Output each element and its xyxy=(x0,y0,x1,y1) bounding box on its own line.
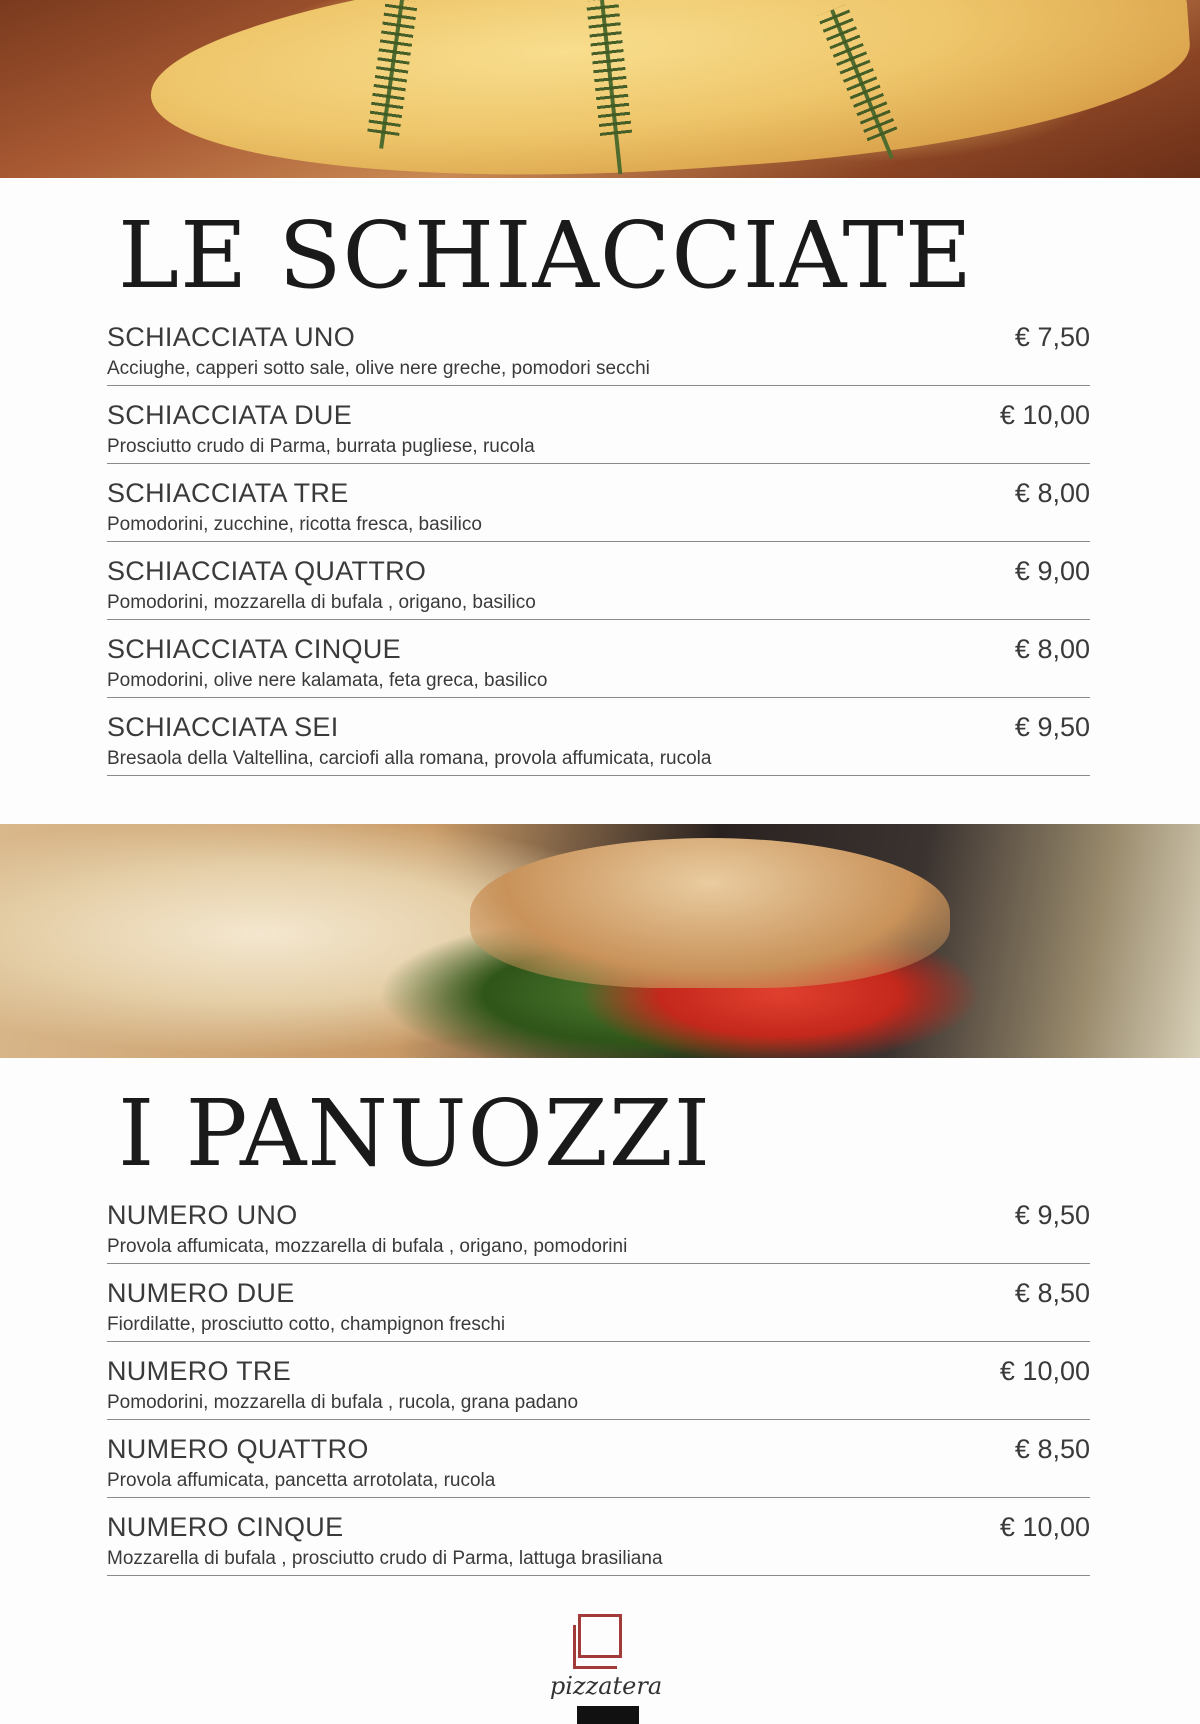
menu-item xyxy=(107,308,1090,386)
item-name: SCHIACCIATA DUE xyxy=(107,400,353,430)
item-description: Provola affumicata, pancetta arrotolata, rucola xyxy=(107,1470,496,1491)
item-name: NUMERO DUE xyxy=(107,1278,295,1308)
menu-item xyxy=(107,464,1090,542)
menu-list-panuozzi xyxy=(107,1186,1090,1576)
menu-item xyxy=(107,1186,1090,1264)
panuozzo-bread xyxy=(470,838,950,988)
section-title-panuozzi: I PANUOZZI xyxy=(118,1080,712,1187)
item-name: SCHIACCIATA CINQUE xyxy=(107,634,401,664)
item-description: Provola affumicata, mozzarella di bufala , origano, pomodorini xyxy=(107,1236,628,1257)
menu-item xyxy=(107,542,1090,620)
item-name: SCHIACCIATA UNO xyxy=(107,322,356,352)
item-description: Pomodorini, zucchine, ricotta fresca, basilico xyxy=(107,514,482,535)
restaurant-logo xyxy=(536,1606,676,1724)
item-description: Pomodorini, olive nere kalamata, feta greca, basilico xyxy=(107,670,548,691)
rosemary-sprig xyxy=(379,0,404,149)
item-name: SCHIACCIATA TRE xyxy=(107,478,349,508)
item-price: € 8,50 xyxy=(1014,1278,1090,1308)
item-name: SCHIACCIATA QUATTRO xyxy=(107,556,427,586)
item-name: NUMERO UNO xyxy=(107,1200,298,1230)
section-photo-panuozzo xyxy=(0,824,1200,1058)
menu-list-schiacciate xyxy=(107,308,1090,776)
item-description: Pomodorini, mozzarella di bufala , origano, basilico xyxy=(107,592,536,613)
menu-item xyxy=(107,620,1090,698)
logo-frame-icon xyxy=(578,1614,622,1658)
menu-item xyxy=(107,1264,1090,1342)
menu-item xyxy=(107,698,1090,776)
menu-item xyxy=(107,1498,1090,1576)
item-price: € 10,00 xyxy=(999,1356,1090,1386)
item-name: SCHIACCIATA SEI xyxy=(107,712,339,742)
item-price: € 8,00 xyxy=(1014,634,1090,664)
item-price: € 9,50 xyxy=(1014,1200,1090,1230)
header-photo-focaccia xyxy=(0,0,1200,178)
item-price: € 9,50 xyxy=(1014,712,1090,742)
item-name: NUMERO CINQUE xyxy=(107,1512,344,1542)
item-price: € 10,00 xyxy=(999,1512,1090,1542)
menu-item xyxy=(107,1420,1090,1498)
section-title-schiacciate: LE SCHIACCIATE xyxy=(118,202,973,309)
item-price: € 8,50 xyxy=(1014,1434,1090,1464)
item-price: € 9,00 xyxy=(1014,556,1090,586)
logo-wordmark: pizzatera xyxy=(549,1672,663,1700)
item-price: € 8,00 xyxy=(1014,478,1090,508)
focaccia-bread xyxy=(144,0,1196,178)
item-name: NUMERO TRE xyxy=(107,1356,292,1386)
item-description: Prosciutto crudo di Parma, burrata pugliese, rucola xyxy=(107,436,535,457)
item-name: NUMERO QUATTRO xyxy=(107,1434,369,1464)
item-description: Acciughe, capperi sotto sale, olive nere greche, pomodori secchi xyxy=(107,358,650,379)
menu-item xyxy=(107,386,1090,464)
item-price: € 7,50 xyxy=(1014,322,1090,352)
item-description: Mozzarella di bufala , prosciutto crudo di Parma, lattuga brasiliana xyxy=(107,1548,663,1569)
item-description: Fiordilatte, prosciutto cotto, champignon freschi xyxy=(107,1314,506,1335)
item-price: € 10,00 xyxy=(999,400,1090,430)
logo-bar xyxy=(577,1706,639,1724)
menu-item xyxy=(107,1342,1090,1420)
item-description: Pomodorini, mozzarella di bufala , rucola, grana padano xyxy=(107,1392,579,1413)
item-description: Bresaola della Valtellina, carciofi alla romana, provola affumicata, rucola xyxy=(107,748,712,769)
